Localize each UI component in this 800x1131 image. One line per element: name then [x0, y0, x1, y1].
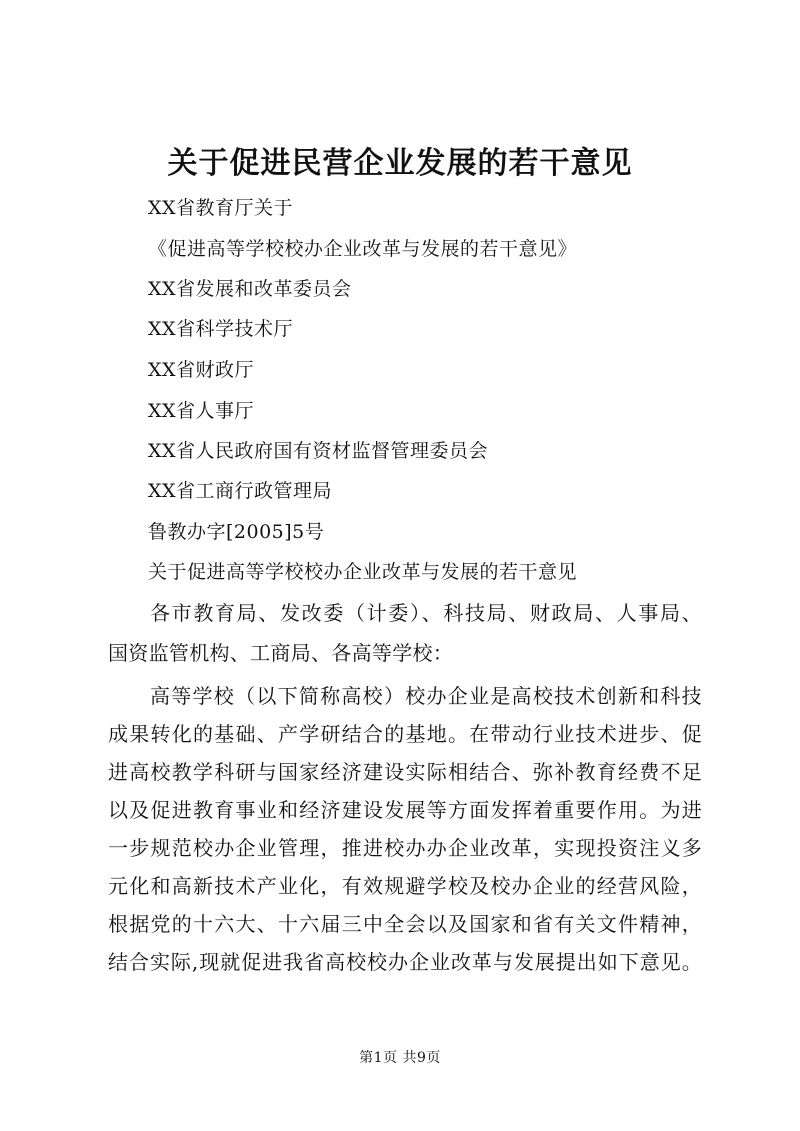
- page-footer: 第1页 共9页: [359, 1050, 441, 1066]
- paragraph-line: 元化和高新技术产业化，有效规避学校及校办企业的经营风险，: [108, 874, 702, 898]
- paragraph-line: 以及促进教育事业和经济建设发展等方面发挥着重要作用。为进: [108, 798, 702, 822]
- addressee-line: 各市教育局、发改委（计委）、科技局、财政局、人事局、: [150, 601, 702, 625]
- header-line: XX省人事厅: [148, 400, 255, 422]
- header-line: XX省教育厅关于: [148, 197, 294, 219]
- header-line: XX省工商行政管理局: [148, 480, 333, 502]
- header-line: XX省人民政府国有资材监督管理委员会: [148, 440, 489, 462]
- document-title: 关于促进民营企业发展的若干意见: [167, 146, 633, 181]
- header-line: XX省科学技术厅: [148, 318, 294, 340]
- paragraph-line: 高等学校（以下简称高校）校办企业是高校技术创新和科技: [150, 684, 702, 708]
- paragraph-line: 结合实际,现就促进我省高校校办企业改革与发展提出如下意见。: [108, 950, 702, 974]
- header-line: XX省财政厅: [148, 359, 255, 381]
- subtitle-line: 关于促进高等学校校办企业改革与发展的若干意见: [148, 561, 578, 583]
- header-line: XX省发展和改革委员会: [148, 278, 352, 300]
- paragraph-line: 进高校教学科研与国家经济建设实际相结合、弥补教育经费不足: [108, 760, 702, 784]
- paragraph-line: 成果转化的基础、产学研结合的基地。在带动行业技术进步、促: [108, 722, 702, 746]
- paragraph-line: 一步规范校办企业管理，推进校办办企业改革，实现投资注义多: [108, 836, 702, 860]
- header-line: 《促进高等学校校办企业改革与发展的若干意见》: [148, 238, 578, 260]
- paragraph-line: 根据党的十六大、十六届三中全会以及国家和省有关文件精神，: [108, 912, 702, 936]
- document-number: 鲁教办字[2005]5号: [148, 521, 325, 543]
- addressee-line: 国资监管机构、工商局、各高等学校：: [108, 641, 454, 665]
